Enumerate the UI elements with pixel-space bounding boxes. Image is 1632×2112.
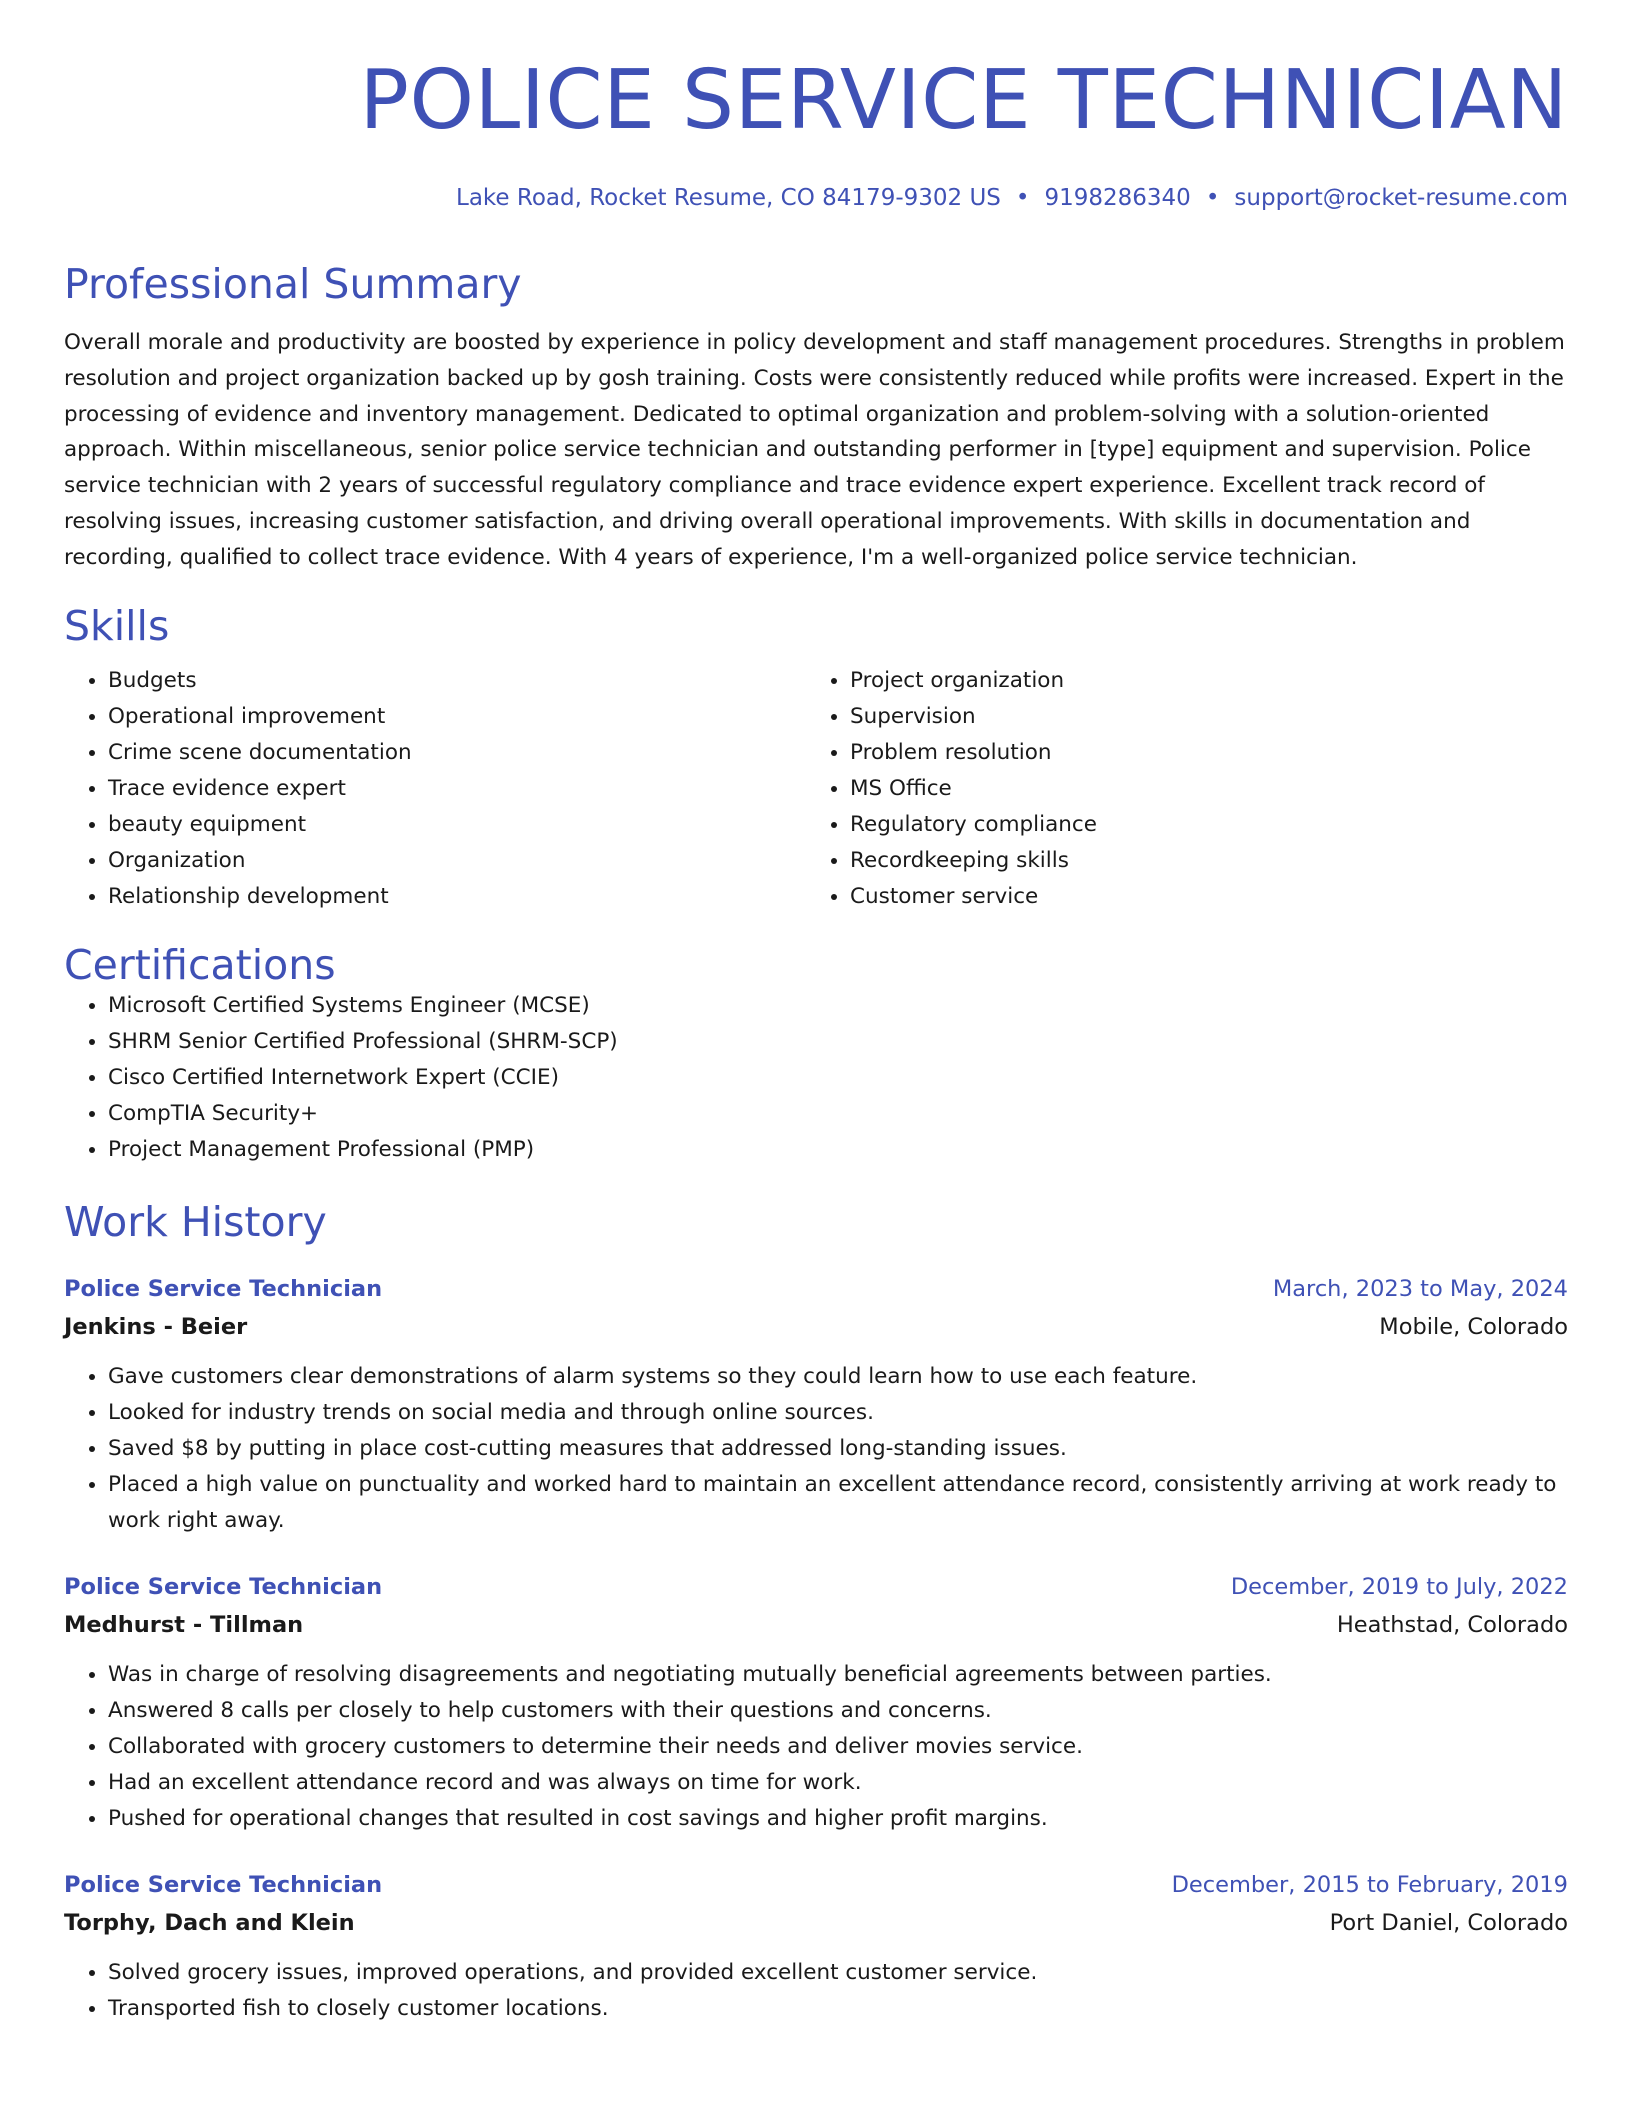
job-duty-item: • Placed a high value on punctuality and worked hard to maintain an excellent attendance record, consistently arriving at work ready to work right away. — [108, 1467, 1568, 1539]
job-title-row — [64, 1867, 1568, 1903]
skill-item: • Problem resolution — [850, 735, 1548, 771]
skill-item: • Operational improvement — [108, 699, 806, 735]
job-dates: December, 2019 to July, 2022 — [1230, 1573, 1568, 1600]
job-company-row — [64, 1605, 1568, 1645]
resume-page — [64, 0, 1568, 2027]
certification-item: • SHRM Senior Certified Professional (SHRM-SCP) — [108, 1024, 1568, 1060]
job-title-row — [64, 1569, 1568, 1605]
job-company: Medhurst - Tillman — [64, 1611, 304, 1638]
summary-text: Overall morale and productivity are boosted by experience in policy development and staff management procedures. Strengths in problem resolution and project organization backed up by gosh training. Costs were consistently reduced while profits were increased. Expert in the processing of evidence and inventory management. Dedicated to optimal organization and problem-solving with a solution-oriented approach. Within miscellaneous, senior police service technician and outstanding performer in [type] equipment and supervision. Police service technician with 2 years of successful regulatory compliance and trace evidence expert experience. Excellent track record of resolving issues, increasing customer satisfaction, and driving overall operational improvements. With skills in documentation and recording, qualified to collect trace evidence. With 4 years of experience, I'm a well-organized police service technician. — [64, 330, 1565, 570]
certification-item: • Project Management Professional (PMP) — [108, 1132, 1568, 1168]
certification-item: • Microsoft Certified Systems Engineer (MCSE) — [108, 988, 1568, 1024]
work-history-heading: Work History — [64, 1197, 327, 1246]
skill-item: • Relationship development — [108, 879, 806, 915]
skill-item: • Project organization — [850, 663, 1548, 699]
job-dates: March, 2023 to May, 2024 — [1272, 1275, 1568, 1302]
job-title: Police Service Technician — [64, 1573, 383, 1600]
skills-column-left — [64, 663, 806, 915]
job-location: Port Daniel, Colorado — [1329, 1909, 1568, 1936]
job-duties-list — [64, 1657, 1568, 1837]
skill-item: • Recordkeeping skills — [850, 843, 1548, 879]
contact-phone: 9198286340 — [1044, 185, 1191, 211]
skill-item: • Organization — [108, 843, 806, 879]
job-duty-item: • Solved grocery issues, improved operations, and provided excellent customer service. — [108, 1955, 1568, 1991]
job-location: Heathstad, Colorado — [1336, 1611, 1568, 1638]
job-company-row — [64, 1903, 1568, 1943]
job-title: Police Service Technician — [64, 1871, 383, 1898]
skills-heading: Skills — [64, 601, 170, 650]
skill-item: • Crime scene documentation — [108, 735, 806, 771]
job-entry — [64, 1271, 1568, 1539]
resume-name-heading: POLICE SERVICE TECHNICIAN — [359, 53, 1568, 148]
job-duty-item: • Gave customers clear demonstrations of alarm systems so they could learn how to use each feature. — [108, 1359, 1568, 1395]
summary-heading: Professional Summary — [64, 260, 522, 308]
job-duties-list — [64, 1359, 1568, 1539]
contact-separator: • — [1015, 185, 1030, 211]
skills-list-left — [64, 663, 806, 915]
skills-list-right — [806, 663, 1548, 915]
job-duty-item: • Transported fish to closely customer locations. — [108, 1991, 1568, 2027]
certification-item: • CompTIA Security+ — [108, 1096, 1568, 1132]
job-company-row — [64, 1307, 1568, 1347]
skills-grid — [64, 663, 1568, 915]
job-dates: December, 2015 to February, 2019 — [1171, 1871, 1568, 1898]
job-duty-item: • Collaborated with grocery customers to determine their needs and deliver movies service. — [108, 1729, 1568, 1765]
skill-item: • Budgets — [108, 663, 806, 699]
job-entry — [64, 1867, 1568, 2027]
job-duty-item: • Looked for industry trends on social media and through online sources. — [108, 1395, 1568, 1431]
job-duty-item: • Had an excellent attendance record and was always on time for work. — [108, 1765, 1568, 1801]
job-title: Police Service Technician — [64, 1275, 383, 1302]
job-duties-list — [64, 1955, 1568, 2027]
job-company: Jenkins - Beier — [64, 1313, 248, 1340]
skill-item: • beauty equipment — [108, 807, 806, 843]
job-duty-item: • Answered 8 calls per closely to help customers with their questions and concerns. — [108, 1693, 1568, 1729]
contact-line — [64, 182, 1568, 214]
skill-item: • Supervision — [850, 699, 1548, 735]
job-location: Mobile, Colorado — [1379, 1313, 1568, 1340]
skill-item: • MS Office — [850, 771, 1548, 807]
certification-item: • Cisco Certified Internetwork Expert (CCIE) — [108, 1060, 1568, 1096]
job-entry — [64, 1569, 1568, 1837]
skill-item: • Regulatory compliance — [850, 807, 1548, 843]
contact-separator: • — [1205, 185, 1220, 211]
contact-address: Lake Road, Rocket Resume, CO 84179-9302 US — [456, 185, 1001, 211]
job-company: Torphy, Dach and Klein — [64, 1909, 355, 1936]
job-title-row — [64, 1271, 1568, 1307]
certifications-heading: Certifications — [64, 940, 336, 989]
job-duty-item: • Was in charge of resolving disagreements and negotiating mutually beneficial agreements between parties. — [108, 1657, 1568, 1693]
skills-column-right — [806, 663, 1548, 915]
contact-email: support@rocket-resume.com — [1234, 185, 1568, 211]
skill-item: • Trace evidence expert — [108, 771, 806, 807]
certifications-list — [64, 988, 1568, 1168]
job-duty-item: • Pushed for operational changes that resulted in cost savings and higher profit margins. — [108, 1801, 1568, 1837]
job-duty-item: • Saved $8 by putting in place cost-cutting measures that addressed long-standing issues. — [108, 1431, 1568, 1467]
skill-item: • Customer service — [850, 879, 1548, 915]
